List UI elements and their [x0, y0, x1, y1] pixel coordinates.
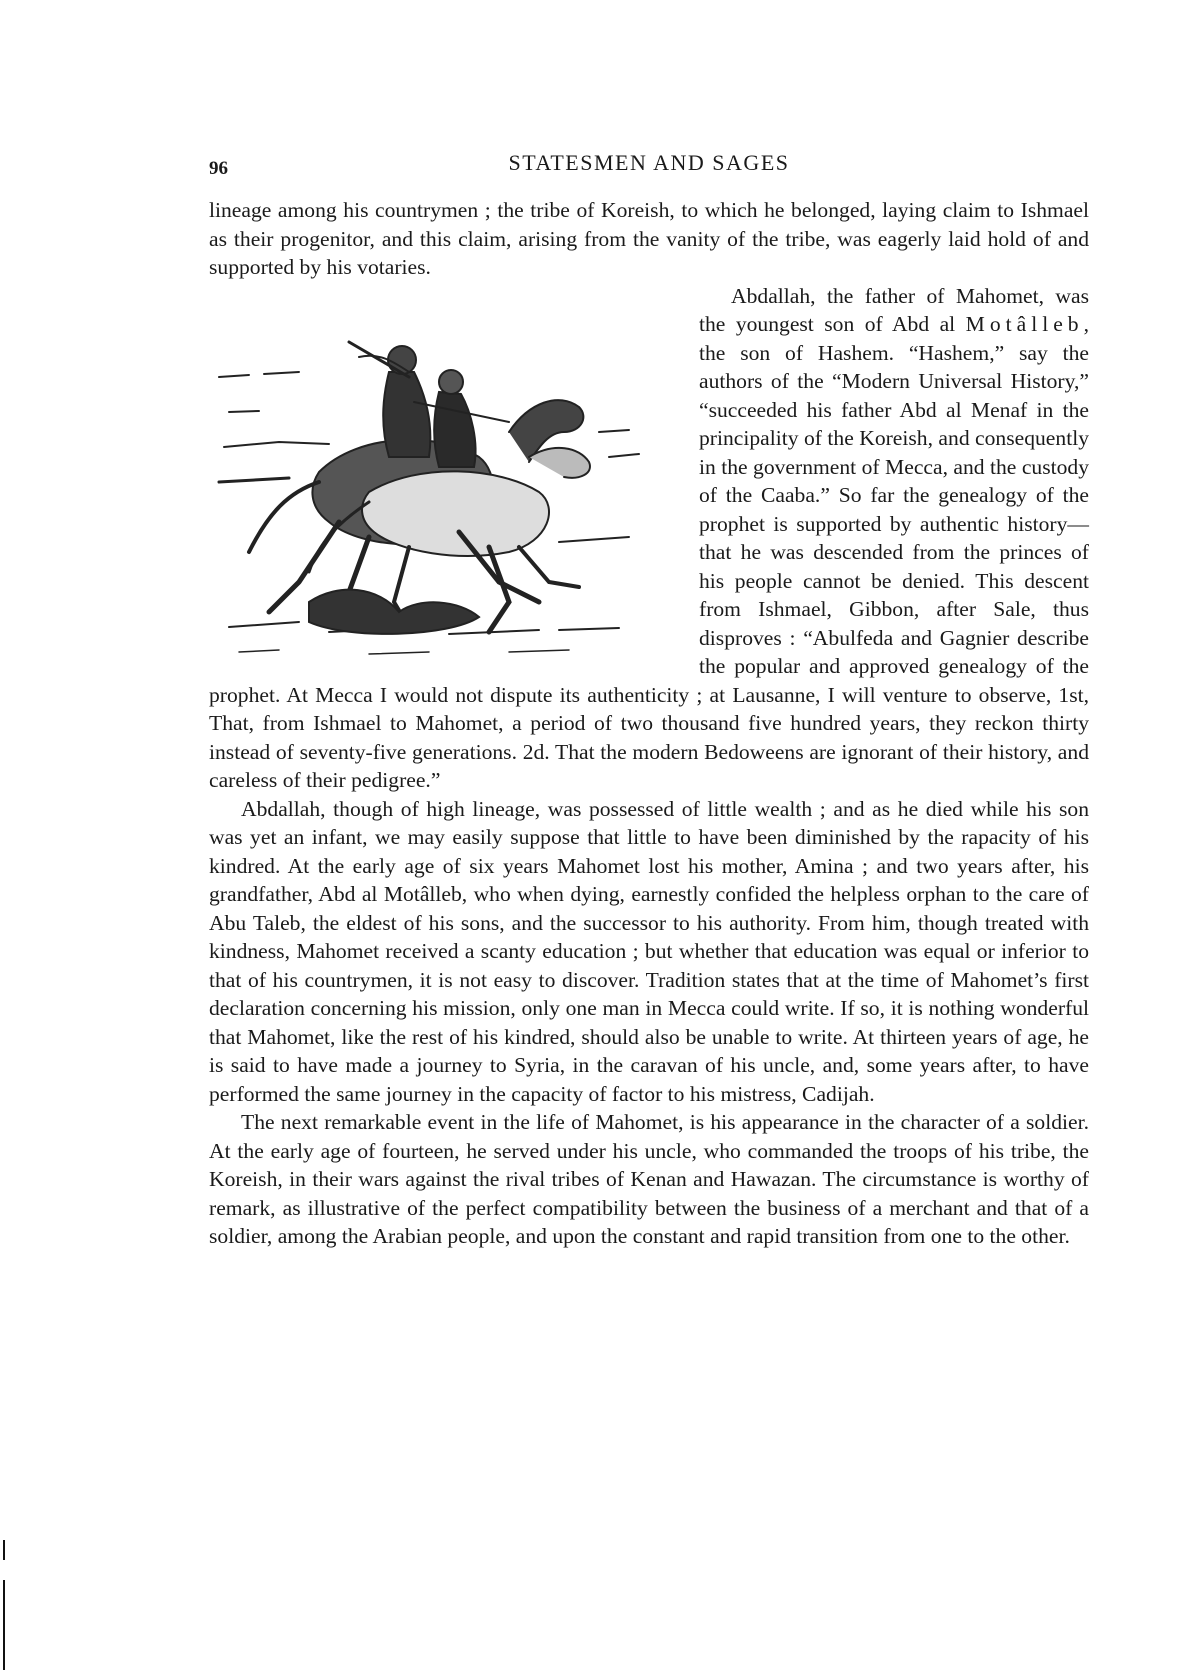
paragraph-2-part-a: Abdallah, the father of Mahomet, was the youngest son of Abd al: [699, 283, 1089, 336]
paragraph-3: Abdallah, though of high lineage, was possessed of little wealth ; and as he died while his son was yet an infant, we may easily suppose that little to have been diminished by the rapacity of his kindred. At the early age of six years Mahomet lost his mother, Amina ; and two years after, his grandfather, Abd al Motâlleb, who when dying, earnestly confided the helpless orphan to the care of Abu Taleb, the eldest of his sons, and the successor to his authority. From him, though treated with kindness, Mahomet received a scanty education ; but whether that education was equal or inferior to that of his countrymen, it is not easy to discover. Tradition states that at the time of Mahomet’s first declaration concerning his mission, only one man in Mecca could write. If so, it is nothing wonderful that Mahomet, like the rest of his kindred, should also be unable to write. At thirteen years of age, he is said to have made a journey to Syria, in the caravan of his uncle, and, some years after, to have performed the same journey in the capacity of factor to his mistress, Cadijah.: [209, 796, 1089, 1106]
paragraph-4: The next remarkable event in the life of Mahomet, is his appearance in the character of a soldier. At the early age of fourteen, he served under his uncle, who commanded the troops of his tribe, the Koreish, in their wars against the rival tribes of Kenan and Hawazan. The circumstance is worthy of remark, as illustrative of the perfect compatibility between the business of a merchant and that of a soldier, among the Arabian people, and upon the constant and rapid transition from one to the other.: [209, 1110, 1089, 1248]
page-header: [209, 148, 1089, 178]
scan-margin-mark: [3, 1540, 5, 1560]
page-number: 96: [209, 158, 228, 179]
body-text: [209, 196, 1089, 1251]
running-title: STATESMEN AND SAGES: [508, 150, 790, 175]
illustration-figure: [209, 282, 679, 681]
paragraph-2-part-b: , the son of Hashem. “Hashem,” say the authors of the “Modern Universal History,” “succeeded his father Abd al Menaf in the principality of the Koreish, and consequently in the government of Mecca, and the custody of the Caaba.” So far the genealogy of the prophet is supported by authentic history—that he was descended from the princes of his people cannot be denied. This descent from Ishmael, Gibbon, after Sale, thus disproves : “Abulfeda and Gagnier describe the popular and approved genealogy of the prophet. At Mecca I would not dispute its authenticity ; at Lausanne, I will venture to observe, 1st, That, from Ishmael to Mahomet, a period of two thousand five hundred years, they reckon thirty instead of seventy-five generations. 2d. That the modern Bedoweens are ignorant of their history, and careless of their pedigree.”: [209, 312, 1089, 792]
paragraph-1: lineage among his countrymen ; the tribe of Koreish, to which he belonged, laying claim to Ishmael as their progenitor, and this claim, arising from the vanity of the tribe, was eagerly laid hold of and supported by his votaries.: [209, 198, 1089, 279]
scan-margin-mark: [3, 1580, 5, 1670]
mounted-riders-illustration: [209, 282, 679, 681]
motalleb-spaced-name: Motâlleb: [965, 312, 1084, 336]
